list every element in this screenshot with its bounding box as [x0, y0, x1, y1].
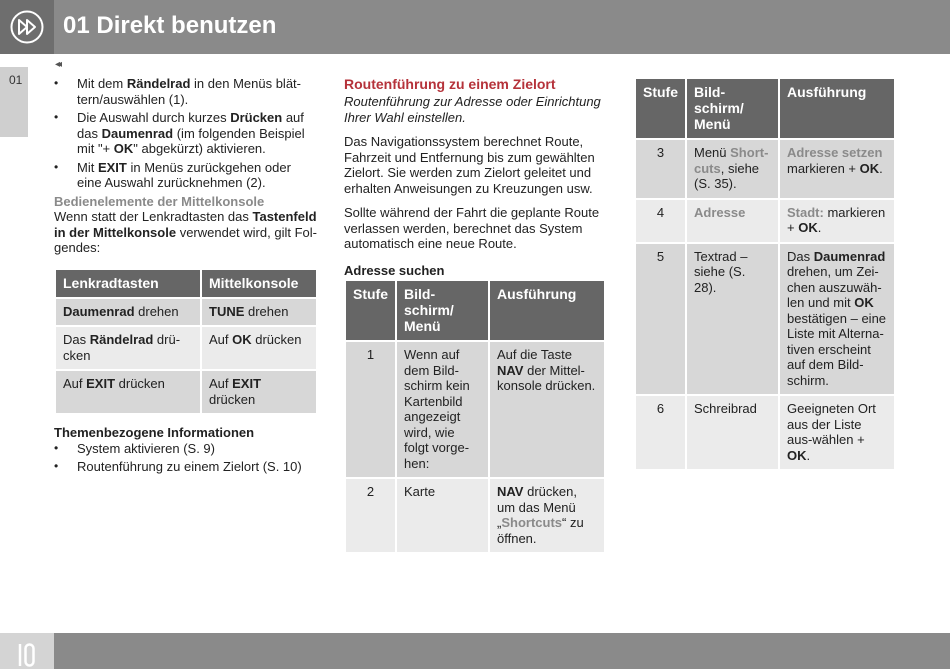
table-row	[345, 478, 605, 553]
steps-table	[344, 279, 606, 554]
page-number-box	[0, 633, 54, 669]
table-header: Bild-schirm/ Menü	[686, 78, 779, 139]
table-cell: 4	[635, 199, 686, 243]
table-header: Ausführung	[779, 78, 895, 139]
table-cell: Daumenrad drehen	[55, 298, 201, 327]
menu-term: Short-cuts	[694, 145, 769, 176]
table-row	[55, 298, 317, 327]
bold-term: Rändelrad	[89, 332, 154, 347]
paragraph: Sollte während der Fahrt die geplante Route verlassen werden, berechnet das System automatisch eine neue Route.	[344, 205, 600, 251]
table-row	[635, 243, 895, 396]
chapter-tab-label: 01	[9, 73, 23, 87]
footer-bar	[0, 633, 950, 669]
table-row	[345, 341, 605, 478]
table-cell: Textrad – siehe (S. 28).	[686, 243, 779, 396]
table-row	[635, 395, 895, 470]
bold-term: EXIT	[97, 159, 127, 175]
left-column	[54, 76, 318, 478]
table-cell: Wenn auf dem Bild-schirm kein Kartenbild angezeigt wird, wie folgt vorge-hen:	[396, 341, 489, 478]
bold-term: Tastenfeld in der Mittelkonsole	[54, 209, 317, 240]
table-cell: Auf EXIT drücken	[55, 370, 201, 414]
table-cell: 6	[635, 395, 686, 470]
table-header: Lenkradtasten	[55, 269, 201, 298]
table-header: Stufe	[345, 280, 396, 341]
table-header: Bild-schirm/ Menü	[396, 280, 489, 341]
bold-term: OK	[859, 160, 880, 176]
table-cell	[686, 199, 779, 243]
table-row	[55, 370, 317, 414]
intro-text: Routenführung zur Adresse oder Einrichtung Ihrer Wahl einstellen.	[344, 94, 601, 125]
bold-term: OK	[113, 141, 134, 156]
table-cell: NAV drücken, um das Menü „Shortcuts“ zu öffnen.	[489, 478, 605, 553]
related-link[interactable]: • Routenführung zu einem Zielort (S. 10)	[54, 459, 318, 475]
section-subheading: Bedienelemente der Mittelkonsole	[54, 193, 265, 209]
table-cell: Schreibrad	[686, 395, 779, 470]
table-row	[635, 199, 895, 243]
table-cell: 1	[345, 341, 396, 478]
instruction-list	[54, 76, 318, 191]
table-header: Stufe	[635, 78, 686, 139]
related-links	[54, 441, 318, 475]
table-header: Mittelkonsole	[201, 269, 317, 298]
table-cell: Karte	[396, 478, 489, 553]
section-heading: Routenführung zu einem Zielort	[344, 76, 556, 92]
table-cell: 2	[345, 478, 396, 553]
bold-term: OK	[798, 220, 818, 235]
bold-term: NAV	[497, 362, 524, 378]
table-cell: Auf OK drücken	[201, 326, 317, 370]
bold-term: TUNE	[209, 303, 245, 319]
bold-term: OK	[787, 447, 807, 463]
bold-term: NAV	[497, 484, 524, 499]
table-cell: TUNE drehen	[201, 298, 317, 327]
table-cell: 3	[635, 139, 686, 199]
fast-forward-icon	[10, 10, 44, 44]
bold-term: OK	[232, 332, 252, 347]
bold-term: Daumenrad	[63, 303, 135, 319]
previous-page-icon[interactable]: ◂◂	[55, 59, 60, 70]
bold-term: Drücken	[230, 110, 283, 125]
table-cell: Geeigneten Ort aus der Liste aus-wählen + OK.	[779, 395, 895, 470]
menu-term: Adresse setzen	[787, 145, 883, 160]
bold-term: Daumenrad	[101, 125, 174, 141]
menu-term: Shortcuts	[501, 515, 563, 530]
controls-table	[54, 268, 318, 416]
chapter-tab[interactable]	[0, 67, 28, 137]
menu-term: Adresse	[694, 204, 746, 220]
table-cell: Auf EXIT drücken	[201, 370, 317, 414]
page-title: 01 Direkt benutzen	[63, 12, 277, 39]
page-number-graphic	[17, 643, 37, 667]
table-cell: Adresse setzen markieren + OK.	[779, 139, 895, 199]
table-cell: Menü Short-cuts, siehe (S. 35).	[686, 139, 779, 199]
table-heading: Adresse suchen	[344, 262, 445, 278]
related-link[interactable]: • System aktivieren (S. 9)	[54, 441, 318, 457]
table-cell: 5	[635, 243, 686, 396]
bold-term: EXIT	[232, 376, 262, 391]
middle-column	[344, 76, 606, 554]
menu-term: Stadt:	[787, 204, 824, 220]
table-row	[635, 139, 895, 199]
steps-table-continued	[634, 77, 896, 471]
table-cell: Das Daumenrad drehen, um Zei-chen auszuwäh-len und mit OK bestätigen – eine Liste mit Alterna-tiven erscheint auf dem Bild-schirm.	[779, 243, 895, 396]
table-cell: Auf die Taste NAV der Mittel-konsole drücken.	[489, 341, 605, 478]
table-cell: Das Rändelrad drü-cken	[55, 326, 201, 370]
bold-term: OK	[854, 295, 874, 310]
list-item: • Die Auswahl durch kurzes Drücken auf das Daumenrad (im folgenden Beispiel mit "+ OK" abgekürzt) aktivieren.	[54, 110, 318, 157]
list-item: • Mit EXIT in Menüs zurückgehen oder eine Auswahl zurücknehmen (2).	[54, 160, 318, 191]
bold-term: Daumenrad	[813, 248, 886, 264]
list-item: • Mit dem Rändelrad in den Menüs blät-tern/auswählen (1).	[54, 76, 318, 107]
header-bar	[0, 0, 950, 54]
table-cell: Stadt: markieren + OK.	[779, 199, 895, 243]
table-header: Ausführung	[489, 280, 605, 341]
chapter-nav-button[interactable]	[0, 0, 54, 54]
bold-term: EXIT	[86, 376, 116, 391]
bold-term: Rändelrad	[126, 76, 191, 91]
table-row	[55, 326, 317, 370]
paragraph: Das Navigationssystem berechnet Route, Fahrzeit und Entfernung bis zum gewählten Zielort. Sie werden zum Zielort geleitet und erhalten Anweisungen zu Kreuzungen usw.	[344, 134, 595, 196]
paragraph: Wenn statt der Lenkradtasten das Tastenfeld in der Mittelkonsole verwendet wird, gilt Fol-gendes:	[54, 209, 317, 255]
related-heading: Themenbezogene Informationen	[54, 425, 255, 440]
right-column	[634, 77, 896, 471]
